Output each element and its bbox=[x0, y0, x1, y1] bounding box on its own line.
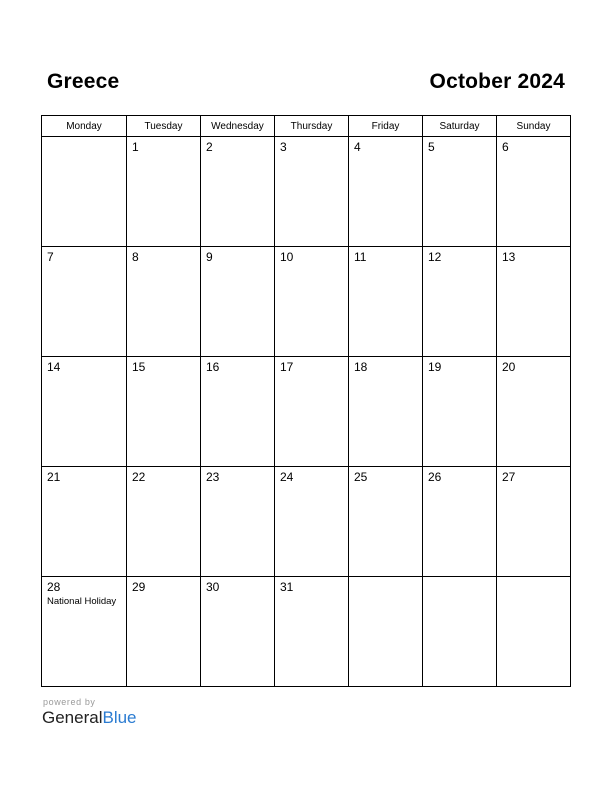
holiday-label: National Holiday bbox=[47, 596, 117, 607]
day-cell bbox=[349, 137, 423, 247]
powered-by-text: powered by bbox=[43, 697, 96, 707]
brand-general-text: General bbox=[42, 708, 103, 727]
day-number: 13 bbox=[502, 250, 516, 264]
day-cell bbox=[349, 467, 423, 577]
weekday-header: Friday bbox=[349, 116, 423, 137]
day-number: 6 bbox=[502, 140, 509, 154]
day-number: 23 bbox=[206, 470, 220, 484]
day-cell bbox=[497, 137, 571, 247]
day-number: 24 bbox=[280, 470, 294, 484]
day-cell bbox=[42, 247, 127, 357]
day-number: 4 bbox=[354, 140, 361, 154]
day-number: 19 bbox=[428, 360, 442, 374]
day-number: 22 bbox=[132, 470, 146, 484]
day-number: 10 bbox=[280, 250, 294, 264]
day-cell bbox=[201, 137, 275, 247]
day-number bbox=[42, 137, 126, 140]
week-row bbox=[42, 247, 571, 357]
day-cell bbox=[349, 247, 423, 357]
day-cell bbox=[201, 467, 275, 577]
day-number: 3 bbox=[280, 140, 287, 154]
footer-branding bbox=[42, 697, 137, 728]
day-number: 28 bbox=[47, 580, 61, 594]
day-cell bbox=[275, 577, 349, 687]
day-cell bbox=[201, 247, 275, 357]
day-cell bbox=[423, 467, 497, 577]
day-cell bbox=[423, 247, 497, 357]
week-row bbox=[42, 357, 571, 467]
weekday-header: Sunday bbox=[497, 116, 571, 137]
country-title: Greece bbox=[47, 70, 120, 93]
day-number bbox=[497, 577, 570, 580]
day-number: 12 bbox=[428, 250, 442, 264]
calendar-grid bbox=[41, 115, 571, 687]
day-cell bbox=[423, 577, 497, 687]
day-cell bbox=[127, 577, 201, 687]
day-cell bbox=[423, 357, 497, 467]
day-cell bbox=[201, 577, 275, 687]
day-number: 17 bbox=[280, 360, 294, 374]
day-number: 16 bbox=[206, 360, 220, 374]
day-number: 30 bbox=[206, 580, 220, 594]
day-number: 20 bbox=[502, 360, 516, 374]
weekday-header: Saturday bbox=[423, 116, 497, 137]
brand-blue-text: Blue bbox=[102, 708, 137, 727]
day-cell bbox=[275, 467, 349, 577]
day-cell bbox=[275, 357, 349, 467]
day-number: 7 bbox=[47, 250, 54, 264]
day-cell bbox=[497, 467, 571, 577]
month-title: October 2024 bbox=[429, 70, 565, 93]
day-number: 1 bbox=[132, 140, 139, 154]
day-number: 8 bbox=[132, 250, 139, 264]
day-cell bbox=[127, 247, 201, 357]
day-cell bbox=[275, 137, 349, 247]
day-cell bbox=[349, 357, 423, 467]
weekday-header: Tuesday bbox=[127, 116, 201, 137]
day-cell bbox=[42, 577, 127, 687]
day-number: 18 bbox=[354, 360, 368, 374]
day-cell bbox=[497, 357, 571, 467]
day-number bbox=[423, 577, 496, 580]
day-cell bbox=[127, 467, 201, 577]
day-cell bbox=[201, 357, 275, 467]
day-number: 26 bbox=[428, 470, 442, 484]
day-cell bbox=[127, 357, 201, 467]
weekday-header: Monday bbox=[42, 116, 127, 137]
day-cell bbox=[349, 577, 423, 687]
weekday-header: Wednesday bbox=[201, 116, 275, 137]
day-cell bbox=[497, 577, 571, 687]
day-number: 11 bbox=[354, 250, 367, 264]
day-number: 27 bbox=[502, 470, 516, 484]
day-cell bbox=[497, 247, 571, 357]
day-number: 31 bbox=[280, 580, 294, 594]
day-number: 14 bbox=[47, 360, 61, 374]
day-number: 2 bbox=[206, 140, 213, 154]
day-cell bbox=[275, 247, 349, 357]
week-row bbox=[42, 137, 571, 247]
day-number: 29 bbox=[132, 580, 146, 594]
brand-logo bbox=[42, 708, 137, 728]
day-cell bbox=[423, 137, 497, 247]
day-cell bbox=[127, 137, 201, 247]
day-cell bbox=[42, 357, 127, 467]
day-number bbox=[349, 577, 422, 580]
week-row bbox=[42, 577, 571, 687]
day-number: 25 bbox=[354, 470, 368, 484]
day-cell bbox=[42, 137, 127, 247]
day-cell bbox=[42, 467, 127, 577]
weekday-header-row bbox=[42, 116, 571, 137]
day-number: 5 bbox=[428, 140, 435, 154]
week-row bbox=[42, 467, 571, 577]
day-number: 15 bbox=[132, 360, 146, 374]
day-number: 9 bbox=[206, 250, 213, 264]
day-number: 21 bbox=[47, 470, 61, 484]
weekday-header: Thursday bbox=[275, 116, 349, 137]
